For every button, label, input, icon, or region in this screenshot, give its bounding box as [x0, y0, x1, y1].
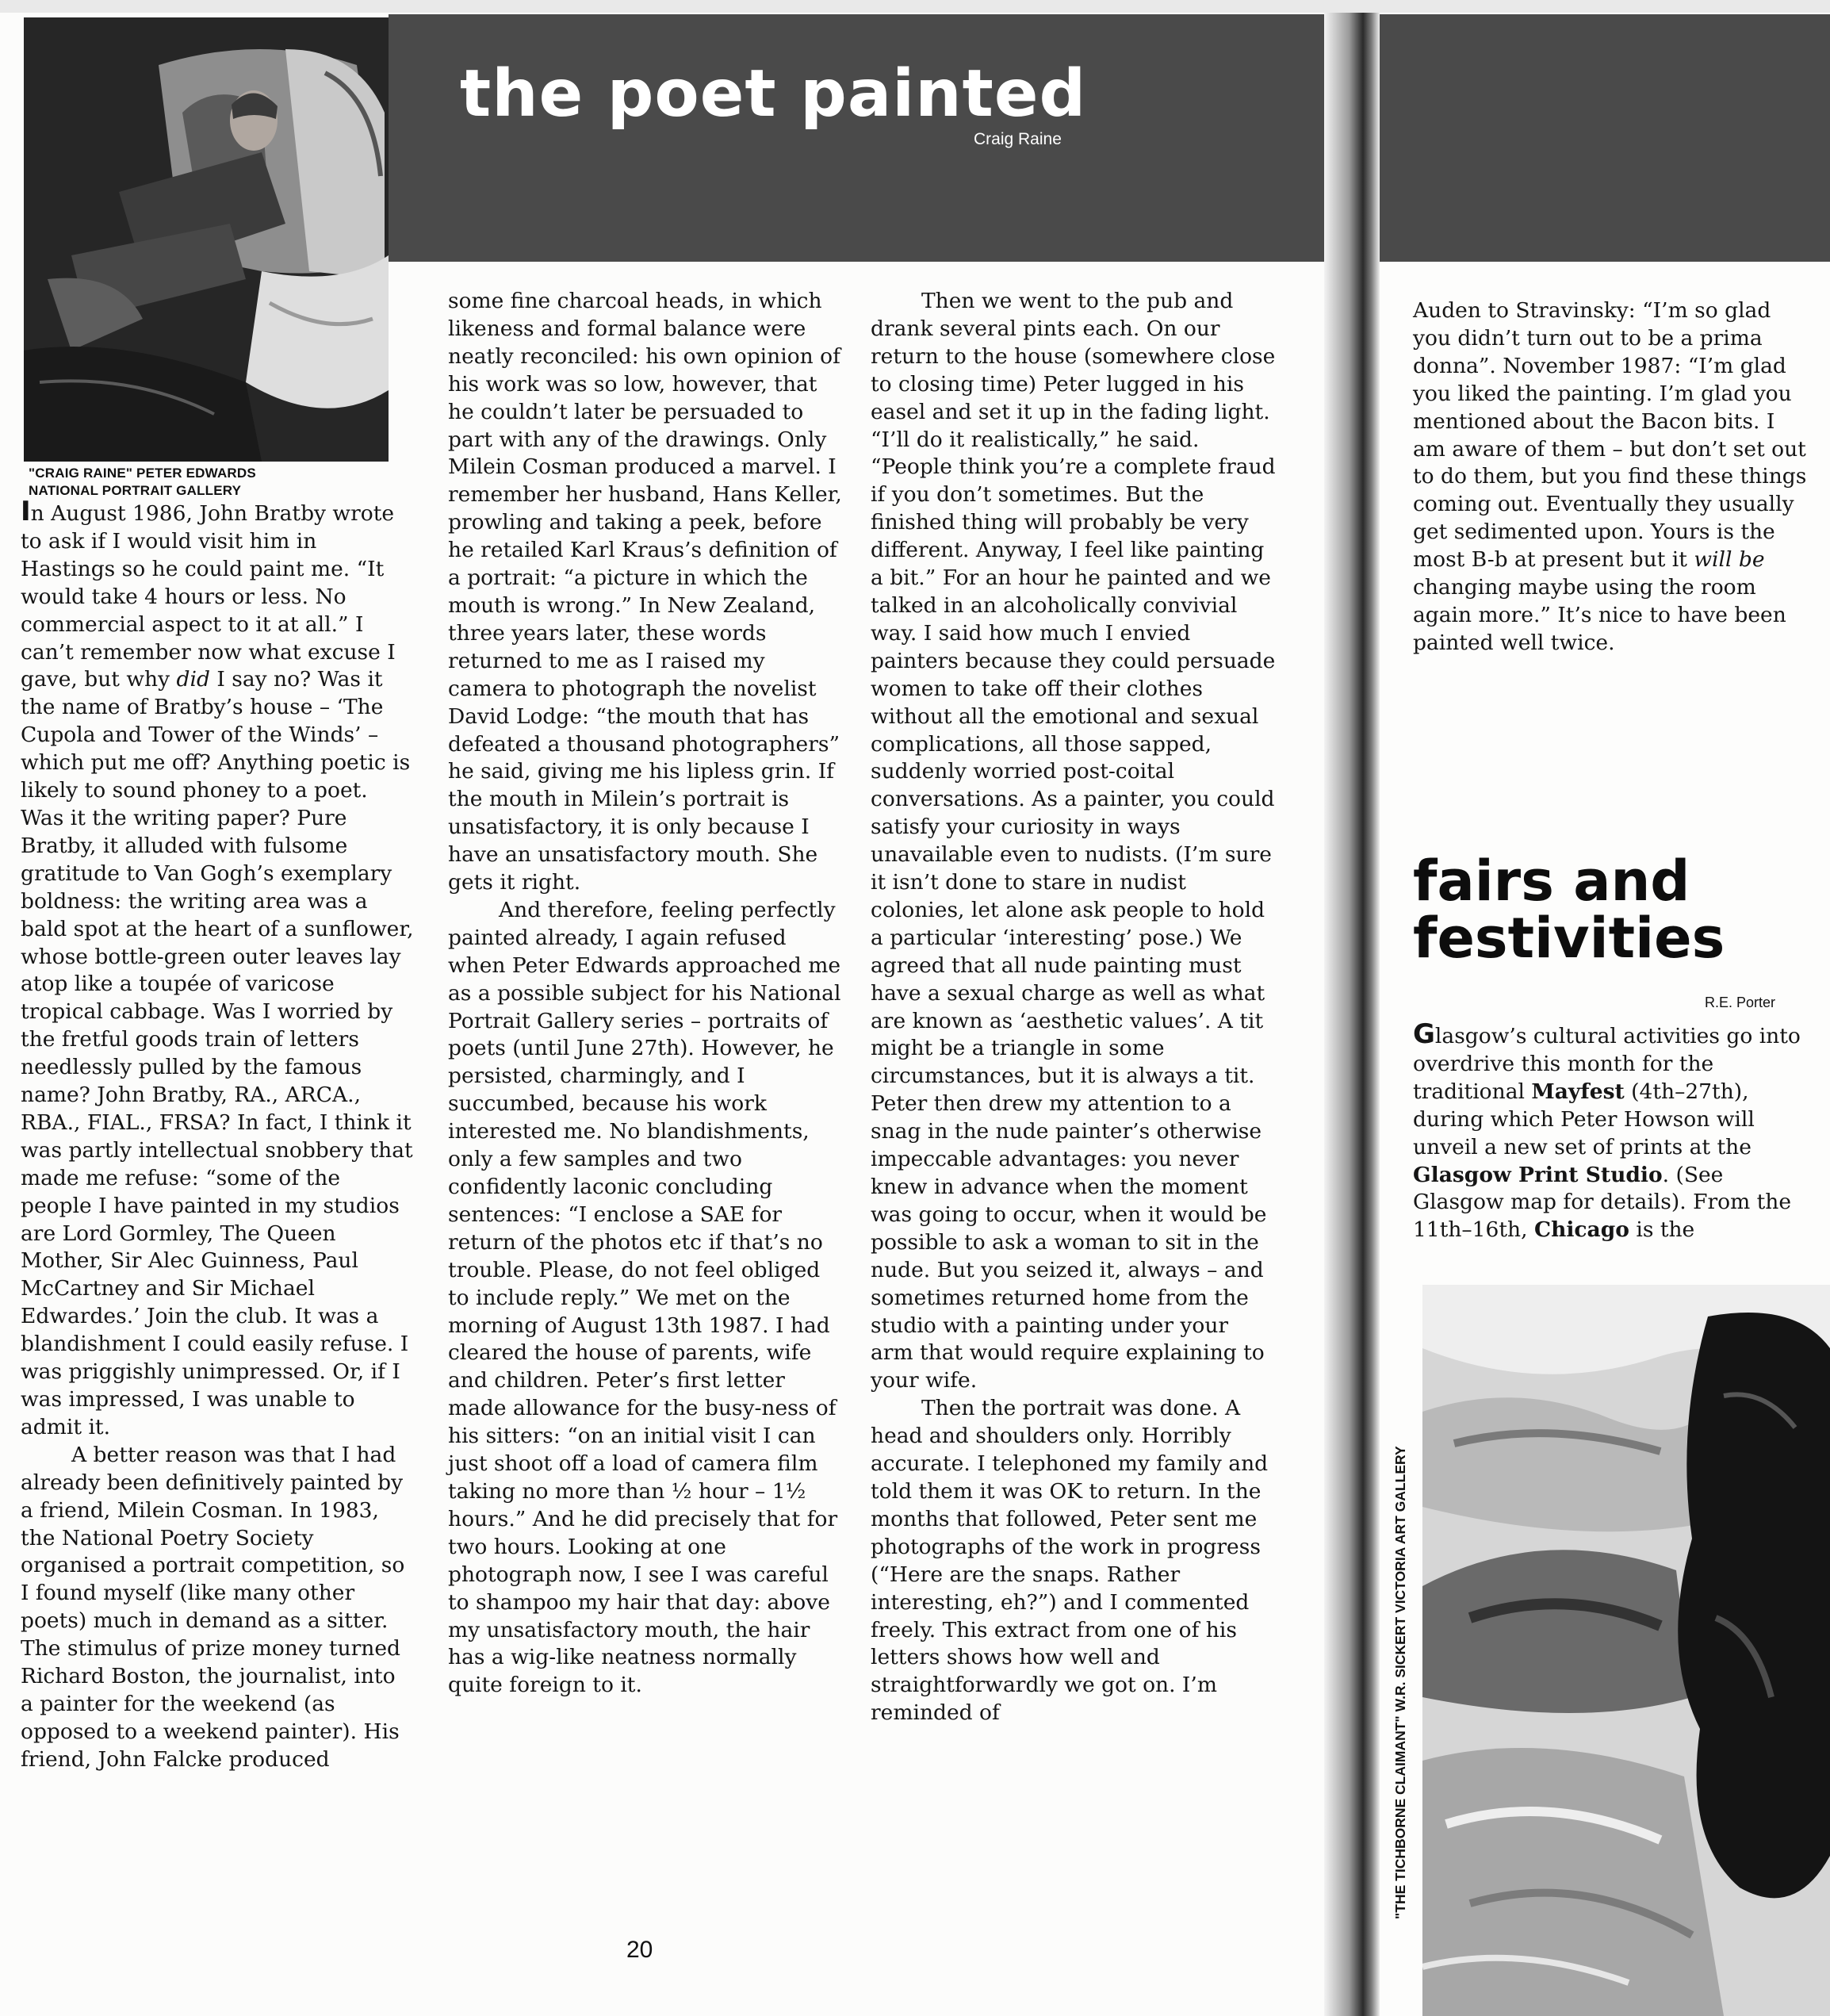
drop-cap: I [21, 496, 31, 527]
article-paragraph: And therefore, feeling perfectly painted already, I again refused when Peter Edwards approached me as a possible subject for his National Portrait Gallery series – portraits of poets (until June 27th). However, he persisted, charmingly, and I succumbed, because his work interested me. No blandishments, only a few samples and two confidently laconic concluding sentences: “I enclose a SAE for return of the photos etc if that’s no trouble. Please, do not feel obliged to include reply.” We met on the morning of August 13th 1987. I had cleared the house of parents, wife and children. Peter’s first letter made allowance for the busy-ness of his sitters: “on an initial visit I can just shoot off a load of camera film taking no more than ½ hour – 1½ hours.” And he did precisely that for two hours. Looking at one photograph now, I see I was careful to shampoo my hair that day: above my unsatisfactory mouth, the hair has a wig-like neatness normally quite foreign to it. [448, 897, 841, 1698]
article-paragraph: Then the portrait was done. A head and shoulders only. Horribly accurate. I telephoned my family and told them it was OK to return. In the months that followed, Peter sent me photographs of the work in progress (“Here are the snaps. Rather interesting, eh?”) and I commented freely. This extract from one of his letters shows how well and straightforwardly we got on. I’m reminded of [871, 1396, 1269, 1726]
title-banner-right [1380, 14, 1830, 262]
fairs-byline: R.E. Porter [1705, 995, 1776, 1010]
fairs-title [1413, 849, 1725, 971]
bold-text: Chicago [1533, 1217, 1629, 1243]
article-column-3 [871, 288, 1277, 1727]
page-number: 20 [626, 1937, 653, 1963]
article-byline: Craig Raine [974, 130, 1062, 148]
paragraph-text: is the [1629, 1217, 1695, 1243]
paragraph-text: n August 1986, John Bratby wrote to ask if I would visit him in Hastings so he could paint me. “It would take 4 hours or less. No commercial aspect to it at all.” I can’t remember now what excuse I gave, but why [21, 501, 396, 692]
fairs-title-line-2: festivities [1413, 906, 1725, 971]
photo-caption-line-1: "CRAIG RAINE" PETER EDWARDS [29, 466, 256, 481]
article-paragraph: A better reason was that I had already been definitively painted by a friend, Milein Cosman. In 1983, the National Poetry Society organised a portrait competition, so I found myself (like many other poets) much in demand as a sitter. The stimulus of prize money turned Richard Boston, the journalist, into a painter for the weekend (as opposed to a weekend painter). His friend, John Falcke produced [21, 1442, 405, 1772]
article-paragraph: some fine charcoal heads, in which likeness and formal balance were neatly reconciled: his own opinion of his work was so low, however, that he couldn’t later be persuaded to part with any of the drawings. Only Milein Cosman produced a marvel. I remember her husband, Hans Keller, prowling and taking a peek, before he retailed Karl Kraus’s definition of a portrait: “a picture in which the mouth is wrong.” In New Zealand, three years later, these words returned to me as I raised my camera to photograph the novelist David Lodge: “the mouth that has defeated a thousand photographers” he said, giving me his lipless grin. If the mouth in Milein’s portrait is unsatisfactory, it is only because I have an unsatisfactory mouth. She gets it right. [448, 289, 842, 895]
drop-cap: G [1413, 1018, 1435, 1050]
paragraph-text: . (See Glasgow map for details). From the 11th–16th, [1413, 1162, 1792, 1243]
article-column-2 [448, 288, 846, 1700]
book-gutter [1324, 0, 1380, 2016]
photo-caption [29, 465, 377, 500]
portrait-painting-image [24, 17, 389, 462]
bold-text: Glasgow Print Studio [1413, 1162, 1663, 1187]
paragraph-text: Auden to Stravinsky: “I’m so glad you didn’t turn out to be a prima donna”. November 1987: “I’m glad you liked the painting. I’m glad you mentioned about the Bacon bits. I am aware of them – but don’t set out to do them, but you find these things coming out. Eventually they usually get sedimented upon. Yours is the most B-b at present but it [1413, 298, 1807, 573]
paragraph-text: (4th–27th), during which Peter Howson will unveil a new set of prints at the [1413, 1079, 1755, 1159]
page-top-edge [0, 0, 1830, 13]
article-title: the poet painted [460, 56, 1087, 132]
paragraph-text: I say no? Was it the name of Bratby’s house – ‘The Cupola and Tower of the Winds’ – which put me off? Anything poetic is likely to sound phoney to a poet. Was it the writing paper? Pure Bratby, it alluded with fulsome gratitude to Van Gogh’s exemplary boldness: the writing area was a bald spot at the heart of a sunflower, whose bottle-green outer leaves lay atop like a toupée of varicose tropical cabbage. Was I worried by the fretful goods train of letters needlessly pulled by the famous name? John Bratby, RA., ARCA., RBA., FIAL., FRSA? In fact, I think it was partly intellectual snobbery that made me refuse: “some of the people I have painted in my studios are Lord Gormley, The Queen Mother, Sir Alec Guinness, Paul McCartney and Sir Michael Edwardes.’ Join the club. It was a blandishment I could easily refuse. I was priggishly unimpressed. Or, if I was impressed, I was unable to admit it. [21, 667, 414, 1439]
article-paragraph [1413, 297, 1809, 657]
title-banner [389, 14, 1324, 262]
article-column-1 [21, 498, 414, 1774]
emphasis-text: did [176, 667, 210, 692]
fairs-paragraph [1413, 1018, 1809, 1244]
painting-caption: "THE TICHBORNE CLAIMANT" W.R. SICKERT VICTORIA ART GALLERY [1392, 1446, 1408, 1919]
fairs-column [1413, 1018, 1809, 1244]
bold-text: Mayfest [1531, 1079, 1625, 1104]
paragraph-text: changing maybe using the room again more.” It’s nice to have been painted well twice. [1413, 575, 1786, 655]
paragraph-text: lasgow’s cultural activities go into overdrive this month for the traditional [1413, 1024, 1801, 1104]
tichborne-claimant-painting-image [1422, 1285, 1830, 2016]
article-column-4 [1413, 297, 1809, 657]
fairs-title-line-1: fairs and [1413, 849, 1690, 914]
photo-caption-line-2: NATIONAL PORTRAIT GALLERY [29, 483, 242, 498]
article-paragraph [21, 498, 414, 1442]
article-paragraph: Then we went to the pub and drank several pints each. On our return to the house (somewhere close to closing time) Peter lugged in his easel and set it up in the fading light. “I’ll do it realistically,” he said. “People think you’re a complete fraud if you don’t sometimes. But the finished thing will probably be very different. Anyway, I feel like painting a bit.” For an hour he painted and we talked in an alcoholically convivial way. I said how much I envied painters because they could persuade women to take off their clothes without all the emotional and sexual complications, all those sapped, suddenly worried post-coital conversations. As a painter, you could satisfy your curiosity in ways unavailable even to nudists. (I’m sure it isn’t done to stare in nudist colonies, let alone ask people to hold a particular ‘interesting’ pose.) We agreed that all nude painting must have a sexual charge as well as what are known as ‘aesthetic values’. A tit might be a triangle in some circumstances, but it is always a tit. Peter then drew my attention to a snag in the nude painter’s otherwise impeccable advantages: you never knew in advance when the moment was going to occur, when it would be possible to ask a woman to sit in the nude. But you seized it, always – and sometimes returned home from the studio with a painting under your arm that would require explaining to your wife. [871, 289, 1276, 1393]
emphasis-text: will be [1694, 547, 1765, 573]
